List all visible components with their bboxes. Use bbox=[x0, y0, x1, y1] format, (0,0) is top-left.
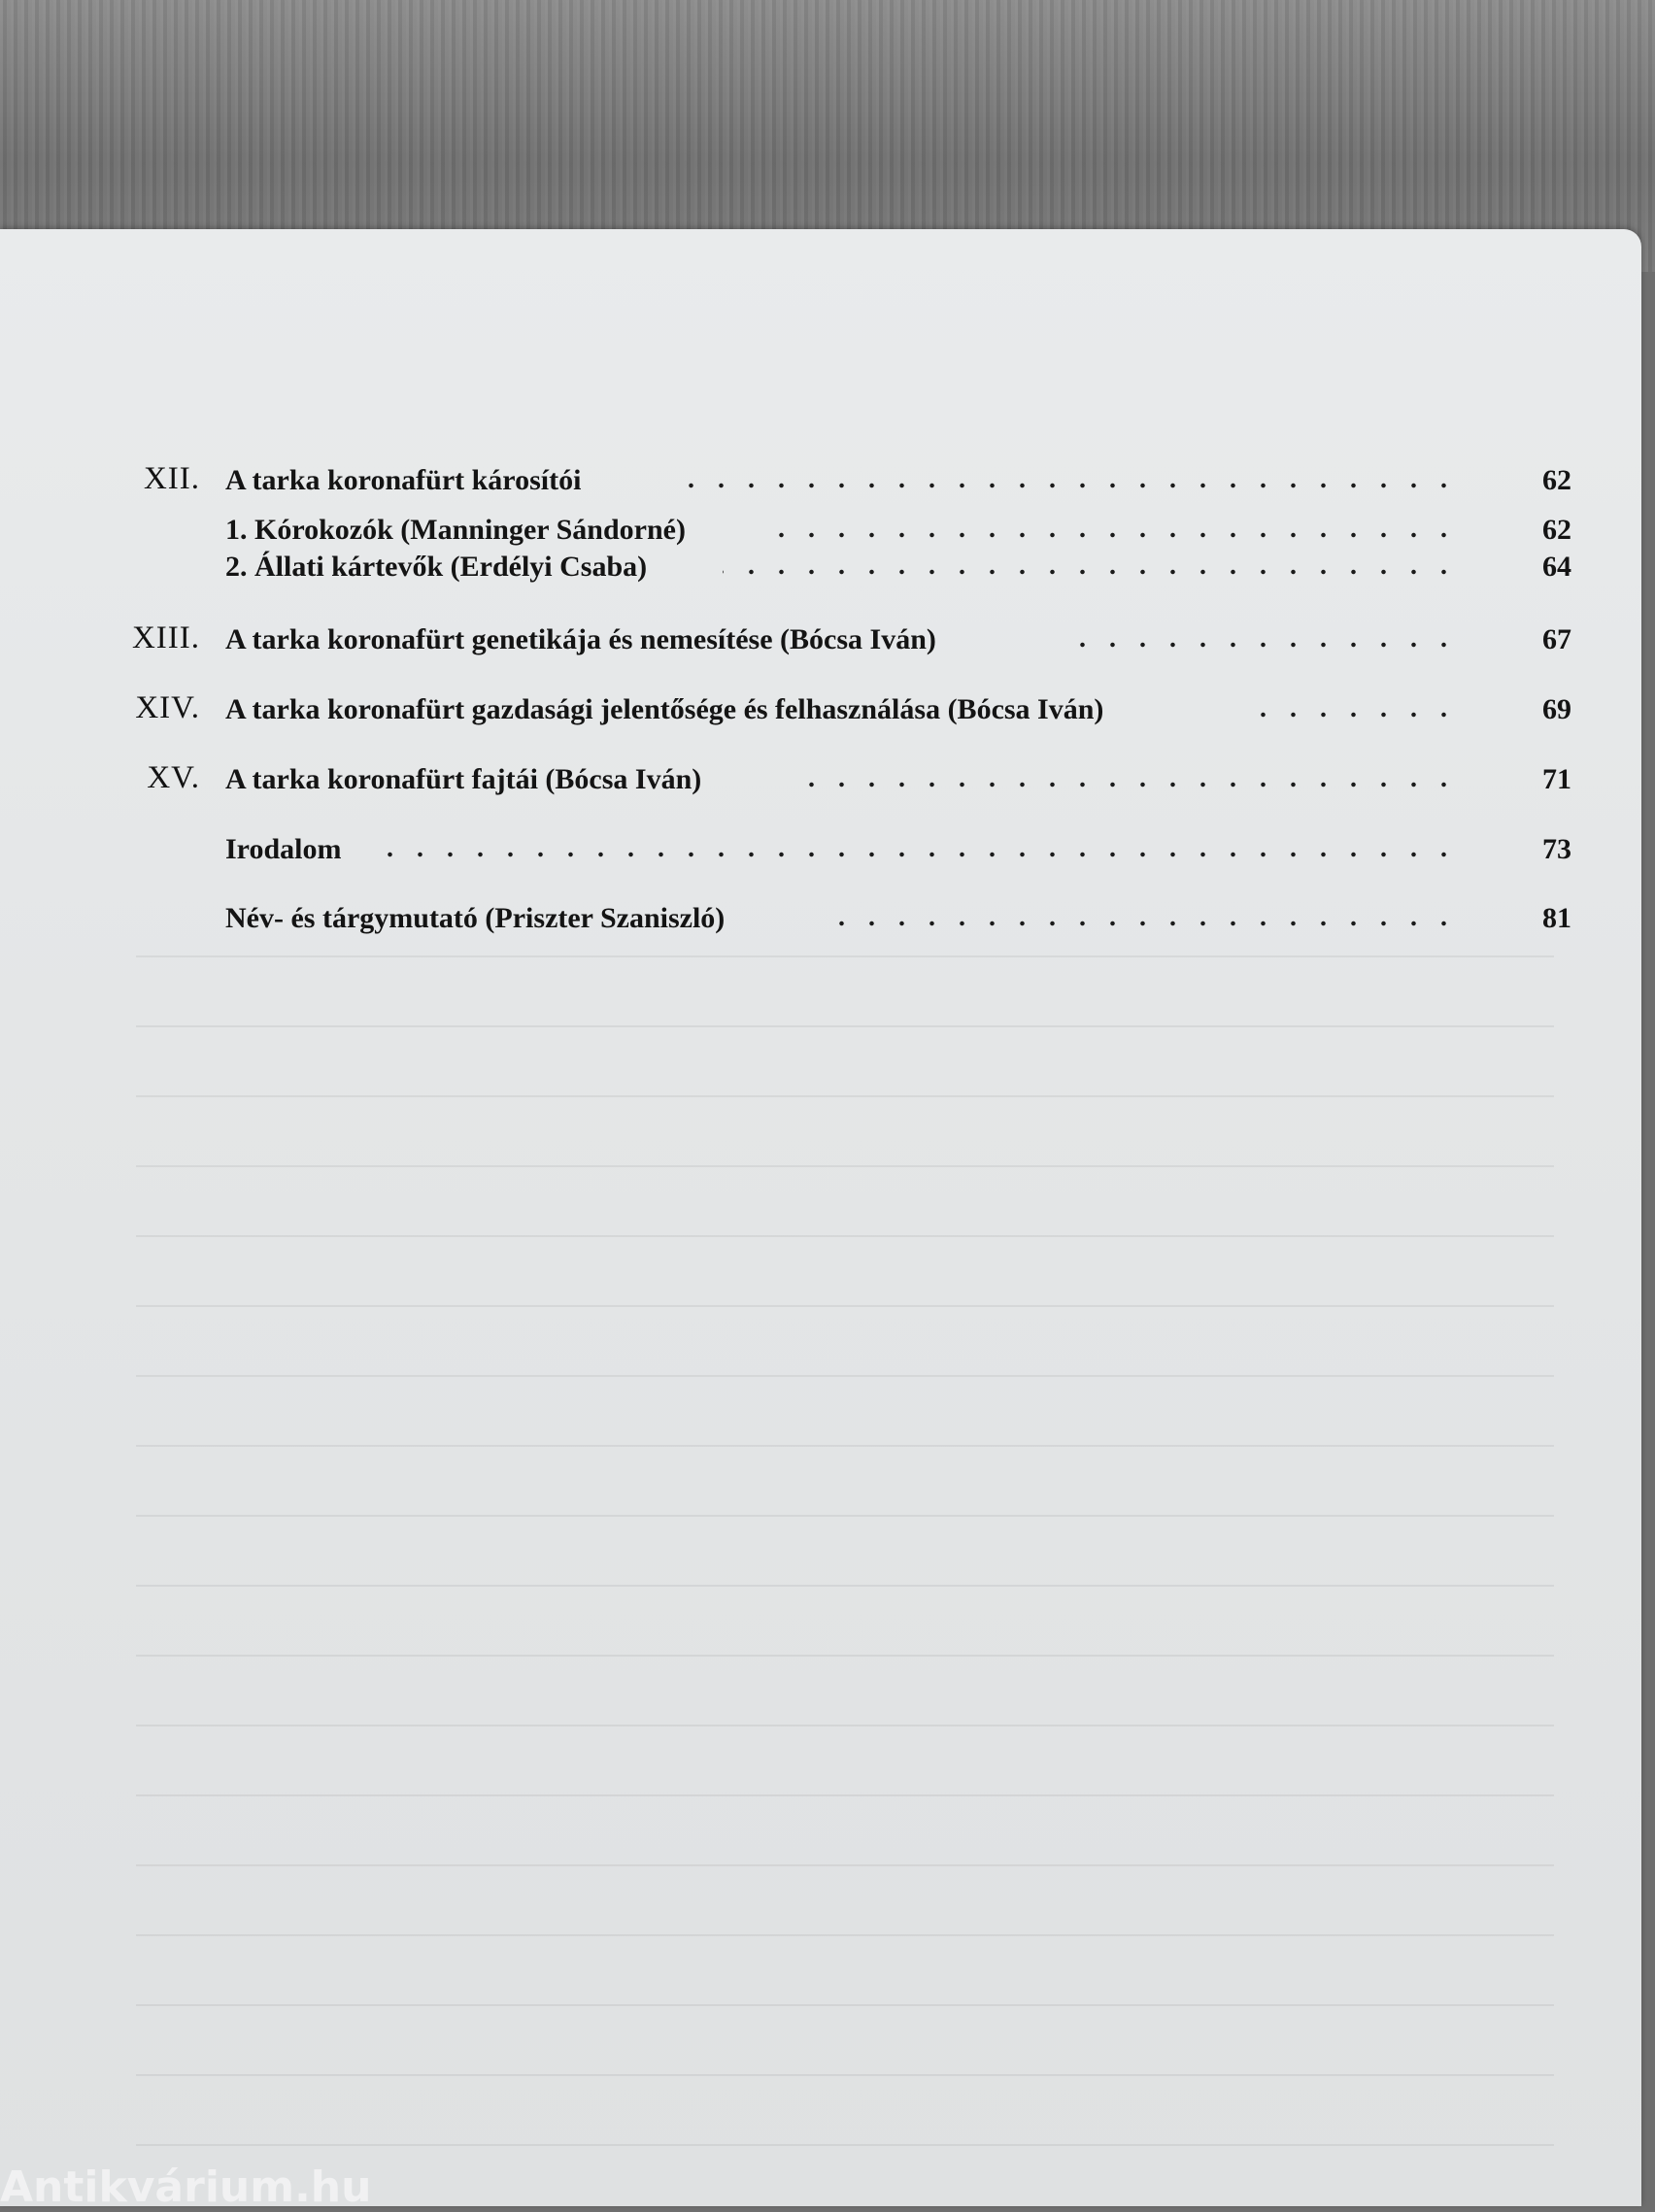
toc-entry-xiv bbox=[0, 687, 1655, 730]
leader-dots bbox=[682, 476, 1459, 495]
toc-entry-xii-2 bbox=[0, 545, 1655, 587]
bleed-through-text bbox=[136, 913, 1554, 2175]
page-number: 73 bbox=[1542, 833, 1571, 865]
leader-dots bbox=[758, 525, 1459, 545]
entry-label: 1. Kórokozók (Manninger Sándorné) bbox=[225, 514, 686, 546]
leader-dots bbox=[828, 914, 1459, 933]
page-number: 64 bbox=[1542, 551, 1571, 583]
chapter-number: XII. bbox=[143, 461, 200, 496]
entry-label: A tarka koronafürt genetikája és nemesítése (Bócsa Iván) bbox=[225, 623, 936, 655]
entry-label: Irodalom bbox=[225, 833, 342, 865]
page-number: 81 bbox=[1542, 902, 1571, 934]
page-number: 62 bbox=[1542, 464, 1571, 496]
entry-label: A tarka koronafürt gazdasági jelentősége és felhasználása (Bócsa Iván) bbox=[225, 693, 1104, 725]
leader-dots bbox=[787, 775, 1459, 794]
page-number: 69 bbox=[1542, 693, 1571, 725]
page-number: 67 bbox=[1542, 623, 1571, 655]
entry-label: A tarka koronafürt fajtái (Bócsa Iván) bbox=[225, 763, 702, 795]
toc-entry-xii bbox=[0, 458, 1655, 501]
entry-label: Név- és tárgymutató (Priszter Szaniszló) bbox=[225, 902, 726, 934]
leader-dots bbox=[723, 562, 1459, 582]
chapter-number: XV. bbox=[147, 760, 200, 795]
entry-label: A tarka koronafürt károsítói bbox=[225, 464, 582, 496]
toc-entry-nevmutato bbox=[0, 896, 1655, 939]
leader-dots bbox=[1251, 705, 1459, 724]
page-number: 71 bbox=[1542, 763, 1571, 795]
toc-entry-irodalom bbox=[0, 827, 1655, 870]
toc-entry-xv bbox=[0, 757, 1655, 800]
site-watermark: Antikvárium.hu bbox=[0, 2162, 372, 2212]
entry-label: 2. Állati kártevők (Erdélyi Csaba) bbox=[225, 551, 648, 583]
chapter-number: XIII. bbox=[131, 620, 200, 655]
toc-entry-xiii bbox=[0, 618, 1655, 660]
page-number: 62 bbox=[1542, 514, 1571, 546]
leader-dots bbox=[381, 845, 1459, 864]
chapter-number: XIV. bbox=[135, 690, 200, 725]
leader-dots bbox=[1057, 635, 1459, 654]
